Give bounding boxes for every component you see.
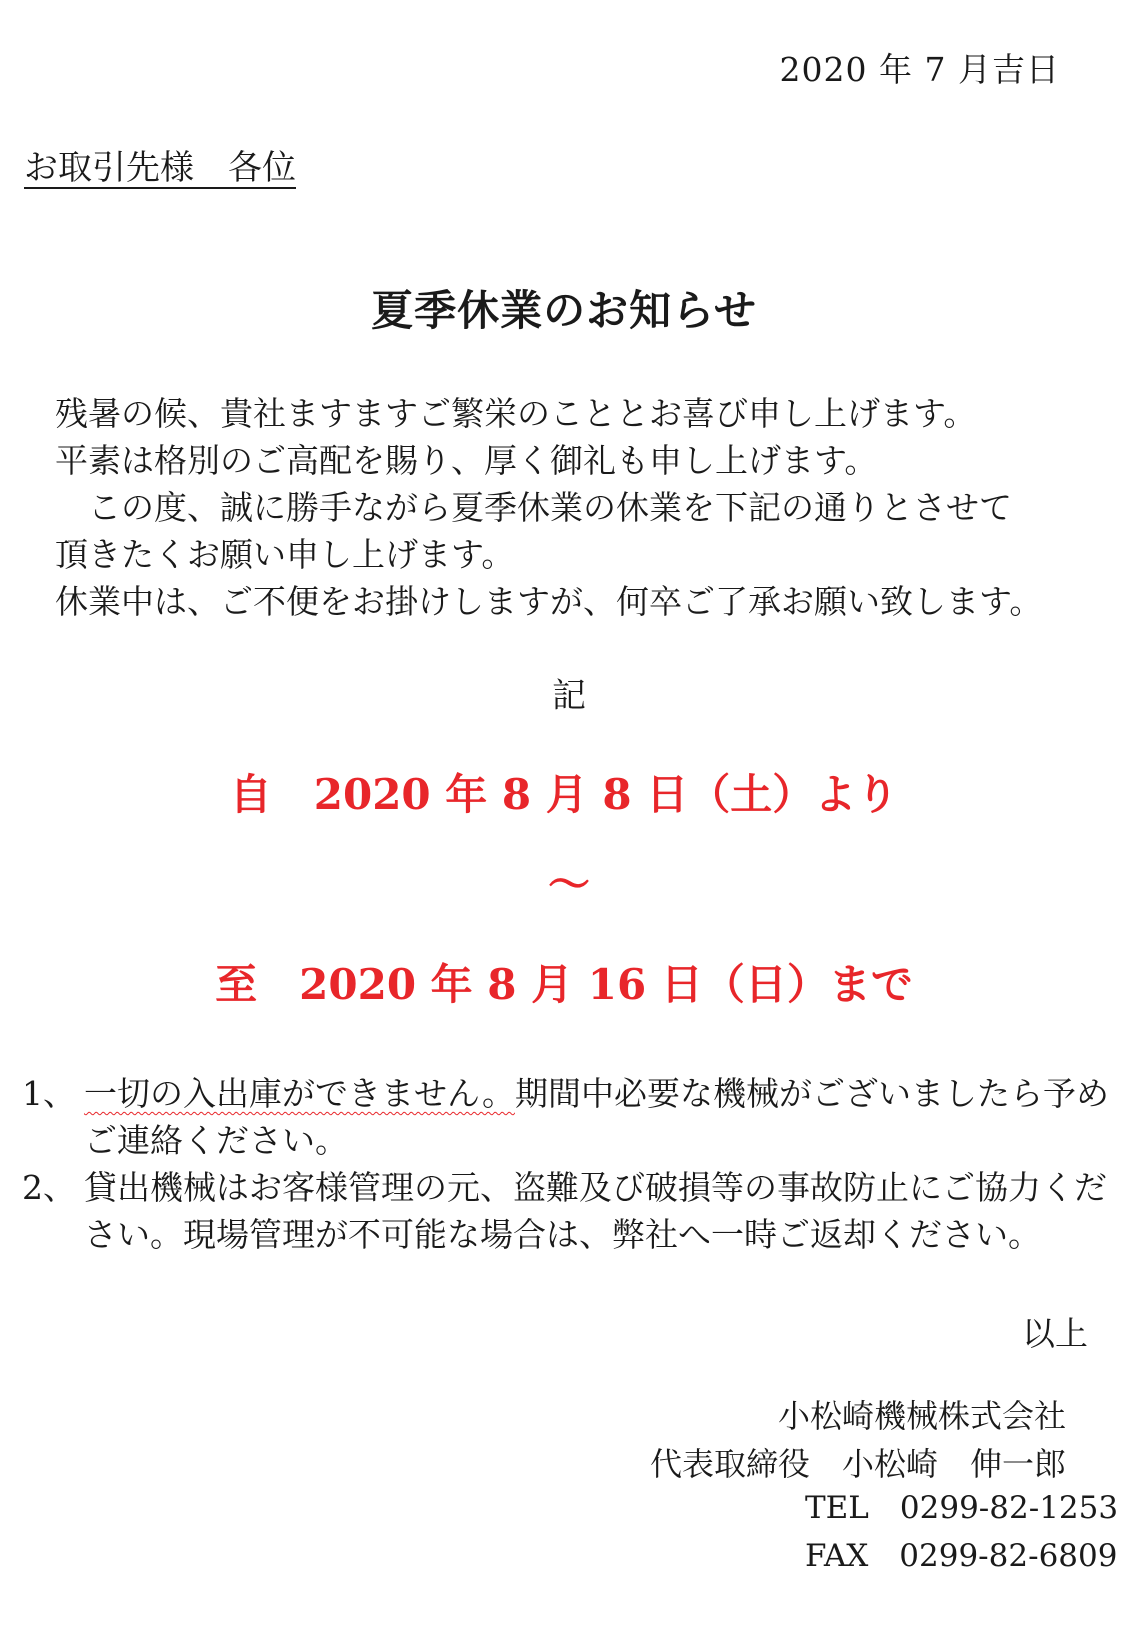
- company-name: 小松崎機械株式会社: [777, 1397, 1066, 1435]
- note-number: 1、: [22, 1074, 76, 1113]
- signature-block: [650, 1392, 1066, 1488]
- fax-label: FAX: [805, 1538, 869, 1574]
- note-item: [22, 1070, 1132, 1164]
- note-emphasis: 一切の入出庫ができません。: [84, 1074, 515, 1113]
- note-rest: 期間中必要な機械がございましたら予めご連絡ください。: [84, 1074, 1109, 1160]
- note-item: [22, 1164, 1132, 1258]
- representative-name: 代表取締役 小松崎 伸一郎: [649, 1445, 1066, 1483]
- tel-number: 0299-82-1253: [899, 1490, 1119, 1526]
- fax-row: [805, 1532, 1118, 1580]
- body-line: 頂きたくお願い申し上げます。: [55, 535, 515, 574]
- closing-mark: 以上: [1022, 1314, 1088, 1353]
- body-line: 平素は格別のご高配を賜り、厚く御礼も申し上げます。: [55, 441, 878, 480]
- document-date: 2020 年 7 月吉日: [779, 50, 1060, 89]
- document-title: 夏季休業のお知らせ: [371, 286, 757, 335]
- note-text: [84, 1070, 1132, 1164]
- tel-label: TEL: [805, 1490, 869, 1526]
- body-line: 休業中は、ご不便をお掛けしますが、何卒ご了承お願い致します。: [55, 582, 1043, 621]
- body-text: [55, 390, 1115, 625]
- period-separator: ～: [547, 860, 590, 909]
- note-rest: 貸出機械はお客様管理の元、盗難及び破損等の事故防止にご協力ください。現場管理が不可能な場合は、弊社へ一時ご返却ください。: [84, 1168, 1107, 1254]
- notice-heading: 記: [552, 676, 586, 716]
- period-end: 至 2020 年 8 月 16 日（日）まで: [215, 960, 913, 1009]
- body-line: 残暑の候、貴社ますますご繁栄のこととお喜び申し上げます。: [55, 394, 977, 433]
- notes-list: [22, 1070, 1132, 1258]
- fax-number: 0299-82-6809: [899, 1538, 1118, 1574]
- contact-block: [805, 1484, 1118, 1580]
- period-start: 自 2020 年 8 月 8 日（土）より: [229, 770, 899, 819]
- body-line: この度、誠に勝手ながら夏季休業の休業を下記の通りとさせて: [55, 488, 1012, 527]
- recipient-line: お取引先様 各位: [24, 148, 296, 188]
- note-text: [84, 1164, 1132, 1258]
- note-number: 2、: [22, 1168, 76, 1207]
- tel-row: [805, 1484, 1118, 1532]
